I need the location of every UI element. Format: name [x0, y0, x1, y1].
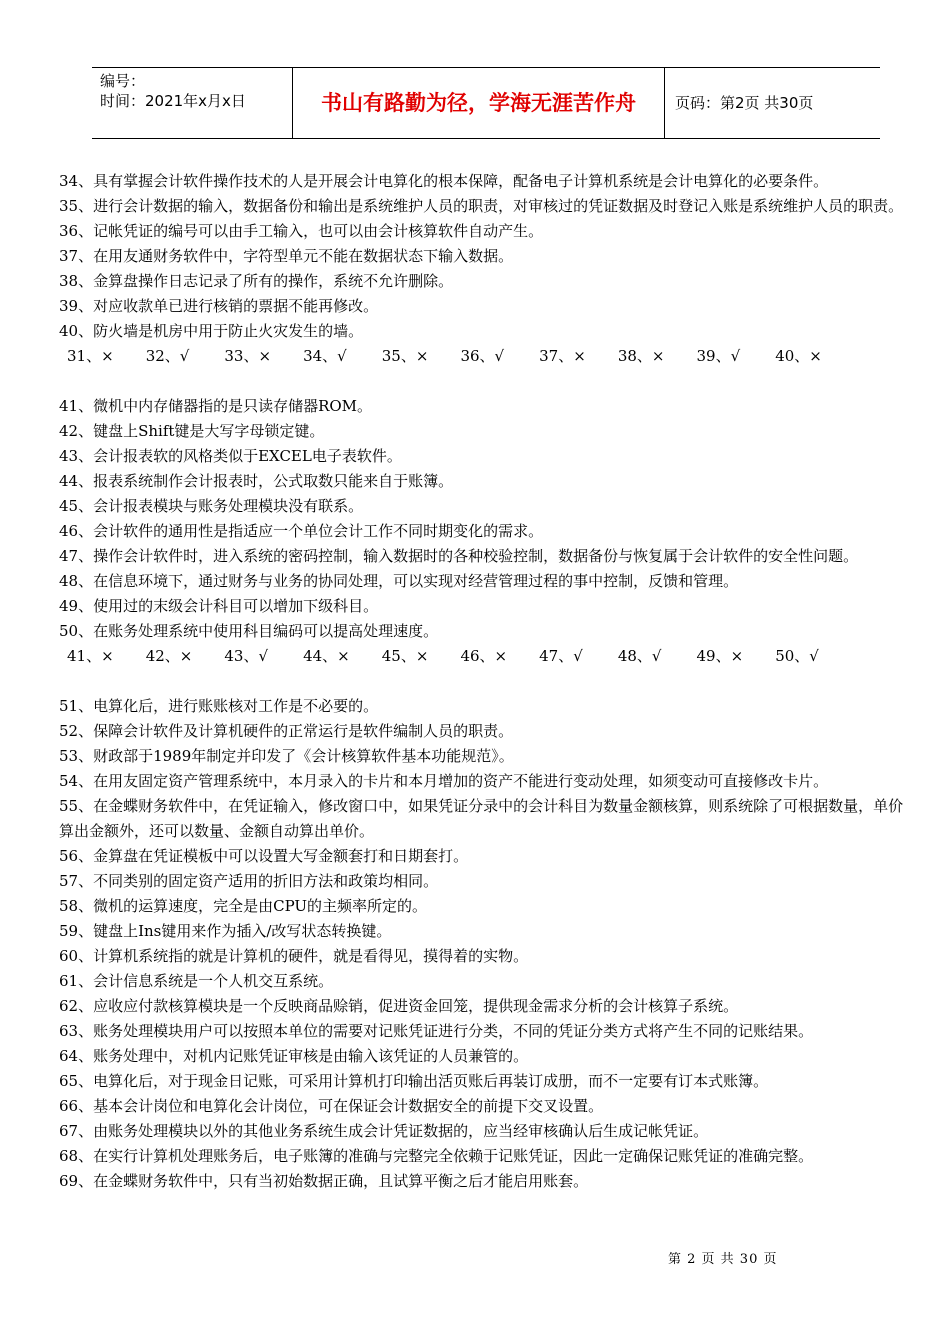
question-item: 34、具有掌握会计软件操作技术的人是开展会计电算化的根本保障，配备电子计算机系统是会计电算化的必要条件。	[59, 172, 829, 190]
question-item: 43、会计报表软的风格类似于EXCEL电子表软件。	[59, 447, 402, 465]
question-item: 44、报表系统制作会计报表时，公式取数只能来自于账簿。	[59, 472, 454, 490]
block-spacer	[59, 369, 915, 394]
question-item: 62、应收应付款核算模块是一个反映商品赊销，促进资金回笼，提供现金需求分析的会计核算子系统。	[59, 997, 739, 1015]
block-spacer	[59, 669, 915, 694]
question-item: 50、在账务处理系统中使用科目编码可以提高处理速度。	[59, 622, 439, 640]
question-item: 48、在信息环境下，通过财务与业务的协同处理，可以实现对经营管理过程的事中控制，反馈和管理。	[59, 572, 739, 590]
answer-key-item: 32、√	[145, 347, 190, 365]
question-item: 60、计算机系统指的就是计算机的硬件，就是看得见，摸得着的实物。	[59, 947, 529, 965]
question-item: 38、金算盘操作日志记录了所有的操作，系统不允许删除。	[59, 272, 454, 290]
answer-key-item: 47、√	[539, 647, 583, 665]
answer-key-item: 44、×	[303, 647, 350, 665]
question-item: 66、基本会计岗位和电算化会计岗位，可在保证会计数据安全的前提下交叉设置。	[59, 1097, 604, 1115]
answer-key-item: 49、×	[696, 647, 744, 665]
question-item: 45、会计报表模块与账务处理模块没有联系。	[59, 497, 364, 515]
answer-key-item: 42、×	[145, 647, 193, 665]
question-item: 51、电算化后，进行账账核对工作是不必要的。	[59, 697, 379, 715]
question-item: 63、账务处理模块用户可以按照本单位的需要对记账凭证进行分类，不同的凭证分类方式将产生不同的记账结果。	[59, 1022, 814, 1040]
question-item: 59、键盘上Ins键用来作为插入/改写状态转换键。	[59, 922, 392, 940]
header-meta	[92, 68, 293, 138]
page-footer: 第 2 页 共 30 页	[668, 1252, 778, 1267]
question-item: 58、微机的运算速度，完全是由CPU的主频率所定的。	[59, 897, 428, 915]
answer-key-item: 41、×	[67, 647, 114, 665]
question-item: 64、账务处理中，对机内记账凭证审核是由输入该凭证的人员兼管的。	[59, 1047, 529, 1065]
question-item: 54、在用友固定资产管理系统中，本月录入的卡片和本月增加的资产不能进行变动处理，如须变动可直接修改卡片。	[59, 772, 829, 790]
answer-key-item: 48、√	[617, 647, 662, 665]
answer-key-row	[59, 644, 915, 669]
answer-key-item: 50、√	[775, 647, 819, 665]
answer-key-item: 37、×	[539, 347, 586, 365]
answer-key-item: 33、×	[224, 347, 272, 365]
answer-key-item: 38、×	[617, 347, 665, 365]
answer-key-item: 43、√	[224, 647, 269, 665]
header-motto: 书山有路勤为径，学海无涯苦作舟	[293, 68, 665, 138]
question-item: 53、财政部于1989年制定并印发了《会计核算软件基本功能规范》。	[59, 747, 514, 765]
question-item: 35、进行会计数据的输入，数据备份和输出是系统维护人员的职责，对审核过的凭证数据及时登记入账是系统维护人员的职责。	[59, 197, 904, 215]
answer-key-item: 39、√	[696, 347, 741, 365]
document-number-label: 编号：	[100, 72, 146, 90]
question-item: 36、记帐凭证的编号可以由手工输入，也可以由会计核算软件自动产生。	[59, 222, 544, 240]
answer-key-item: 31、×	[67, 347, 114, 365]
question-item: 55、在金蝶财务软件中，在凭证输入，修改窗口中，如果凭证分录中的会计科目为数量金额核算，则系统除了可根据数量，单价算出金额外，还可以数量、金额自动算出单价。	[59, 797, 904, 840]
question-item: 67、由账务处理模块以外的其他业务系统生成会计凭证数据的，应当经审核确认后生成记帐凭证。	[59, 1122, 709, 1140]
question-item: 49、使用过的末级会计科目可以增加下级科目。	[59, 597, 379, 615]
question-item: 52、保障会计软件及计算机硬件的正常运行是软件编制人员的职责。	[59, 722, 514, 740]
answer-key-row	[59, 344, 915, 369]
question-item: 61、会计信息系统是一个人机交互系统。	[59, 972, 334, 990]
answer-key-item: 34、√	[303, 347, 347, 365]
answer-key-item: 46、×	[460, 647, 508, 665]
answer-key-item: 35、×	[381, 347, 429, 365]
question-content	[59, 169, 915, 1194]
question-item: 42、键盘上Shift键是大写字母锁定键。	[59, 422, 325, 440]
question-item: 47、操作会计软件时，进入系统的密码控制，输入数据时的各种校验控制，数据备份与恢复属于会计软件的安全性问题。	[59, 547, 859, 565]
question-item: 41、微机中内存储器指的是只读存储器ROM。	[59, 397, 373, 415]
question-item: 69、在金蝶财务软件中，只有当初始数据正确，且试算平衡之后才能启用账套。	[59, 1172, 589, 1190]
answer-key-item: 36、√	[460, 347, 505, 365]
answer-key-item: 40、×	[775, 347, 822, 365]
question-item: 56、金算盘在凭证模板中可以设置大写金额套打和日期套打。	[59, 847, 469, 865]
question-item: 68、在实行计算机处理账务后，电子账簿的准确与完整完全依赖于记账凭证，因此一定确保记账凭证的准确完整。	[59, 1147, 814, 1165]
document-time-label: 时间：2021年x月x日	[100, 92, 246, 110]
question-item: 37、在用友通财务软件中，字符型单元不能在数据状态下输入数据。	[59, 247, 514, 265]
question-item: 40、防火墙是机房中用于防止火灾发生的墙。	[59, 322, 364, 340]
question-item: 57、不同类别的固定资产适用的折旧方法和政策均相同。	[59, 872, 439, 890]
question-item: 65、电算化后，对于现金日记账，可采用计算机打印输出活页账后再装订成册，而不一定要有订本式账簿。	[59, 1072, 769, 1090]
page-header	[92, 67, 880, 139]
answer-key-item: 45、×	[381, 647, 429, 665]
header-page-number: 页码：第2页 共30页	[675, 94, 814, 112]
question-item: 46、会计软件的通用性是指适应一个单位会计工作不同时期变化的需求。	[59, 522, 544, 540]
question-item: 39、对应收款单已进行核销的票据不能再修改。	[59, 297, 379, 315]
